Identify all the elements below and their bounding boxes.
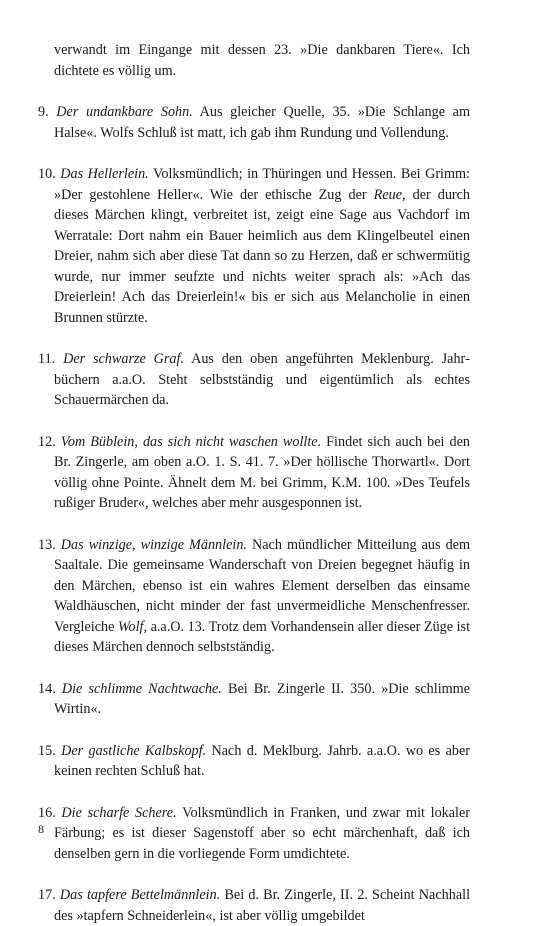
entry-title: Der gastliche Kalbskopf. [61,742,207,759]
page-body [38,40,470,926]
entry-text: Aus gleicher Quelle, 35. »Die Schlange am Halse«. Wolfs Schluß ist matt, ich gab ihm Rundung und Vollendung. [54,104,471,141]
entry-text: Aus den oben angeführten Meklenburg. Jahrbüchern a.a.O. Steht selbstständig und eigentümlich als echtes Schauermärchen da. [54,351,471,408]
entry-title: Die schlimme Nachtwache. [61,680,222,697]
entry-title: Die scharfe Schere. [61,804,177,821]
note-entry-12 [38,432,470,514]
continuation-paragraph: verwandt im Eingange mit dessen 23. »Die dankbaren Tiere«. Ich dichtete es völlig um. [54,42,470,79]
note-entry-10 [38,164,470,328]
page-number: 8 [38,822,44,836]
entry-number: 14. [38,680,56,697]
entry-text: Findet sich auch bei den Br. Zingerle, am oben a.O. 1. S. 41. 7. »Der höllische Thorwartl«. Dort völlig ohne Pointe. Ähnelt dem M. bei Grimm, K.M. 100. »Des Teufels rußiger Bruder«, welches aber mehr ausgesponnen ist. [54,433,471,511]
entry-text: Nach mündlicher Mitteilung aus dem Saaltale. Die gemeinsame Wanderschaft von Dreien begegnet häufig in den Märchen, ebenso ist ein wahres Element derselben das einsame Waldhäuschen, nicht minder der fast unvermeidliche Menschenfresser. Vergleiche [54,536,470,635]
entry-number: 16. [38,804,56,821]
entry-number: 13. [38,536,56,553]
entry-number: 17. [38,887,56,903]
entry-emphasis: Reue, [373,186,406,203]
entry-text: Volksmündlich; in Thüringen und Hessen. Bei Grimm: »Der gestohlene Heller«. Wie der ethische Zug der [54,166,470,203]
entry-title: Das tapfere Bettelmännlein. [59,887,221,903]
entry-text: Volksmündlich in Franken, und zwar mit lokaler Färbung; es ist dieser Sagenstoff aber so echt märchenhaft, daß ich denselben gern in die vorliegende Form umdichtete. [54,804,471,862]
entry-text: a.a.O. 13. Trotz dem Vorhandensein aller dieser Züge ist dieses Märchen dennoch selbstständig. [54,618,471,655]
entry-text: der durch dieses Märchen klingt, verbreitet ist, zeigt eine Sage aus Vachdorf im Werratale: Dort nahm ein Bauer heimlich aus dem Klingelbeutel einen Dreier, nahm sich aber diese Tat dann so zu Herzen, daß er schwermütig wurde, nur immer seufzte und nichts weiter sprach als: »Ach das Dreierlein! Ach das Dreierlein!« bis er sich aus Melancholie in einen Brunnen stürzte. [54,186,471,326]
entry-title: Das Hellerlein. [60,166,149,182]
entry-number: 10. [38,166,56,182]
note-entry-11 [38,349,470,411]
entry-text: Bei Br. Zingerle II. 350. »Die schlimme Wirtin«. [54,680,470,717]
entry-number: 12. [38,433,56,450]
entry-number: 11. [38,351,56,367]
entry-number: 9. [38,104,49,120]
entry-emphasis: Wolf, [117,618,148,635]
note-entry-9 [38,102,470,143]
entry-title: Der schwarze Graf. [63,351,184,367]
note-entry-16 [38,803,470,865]
entry-title: Der undankbare Sohn. [56,104,193,120]
note-entry-15 [38,741,470,782]
entry-title: Das winzige, winzige Männlein. [60,536,247,553]
note-entry-14 [38,679,470,720]
note-entry-13 [38,535,470,658]
entry-text: Bei d. Br. Zingerle, II. 2. Scheint Nachhall des »tapfern Schneiderlein«, ist aber völlig umgebildet [54,887,471,924]
note-entry-17 [38,885,470,926]
entry-text: Nach d. Meklburg. Jahrb. a.a.O. wo es aber keinen rechten Schluß hat. [54,742,471,779]
entry-number: 15. [38,742,56,759]
entry-title: Vom Büblein, das sich nicht waschen wollte. [60,433,322,450]
